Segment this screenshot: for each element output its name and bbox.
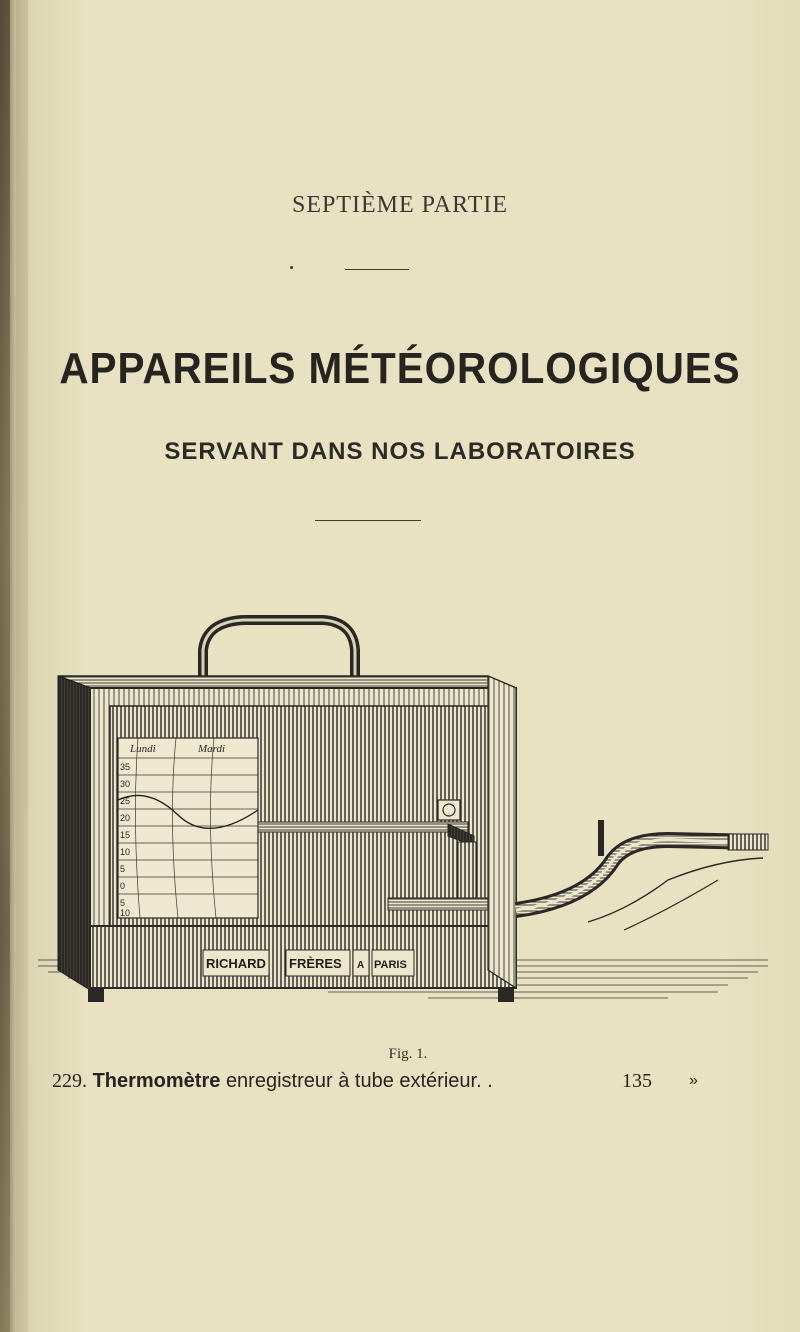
maker-plate-word-4: PARIS [374, 959, 407, 971]
ornament-dot [290, 266, 293, 269]
chart-day-label-1: Lundi [130, 743, 156, 755]
scale-tick: 0 [120, 881, 126, 891]
chart-day-label-2: Mardi [198, 743, 226, 755]
recording-drum-chart [118, 738, 258, 918]
case-right-side [488, 676, 516, 988]
case-foot [88, 988, 104, 1002]
scale-tick: 20 [120, 813, 131, 823]
entry-number: 229. [52, 1070, 87, 1092]
scale-tick: 10 [120, 847, 131, 857]
separator-rule-2 [315, 520, 421, 521]
case-left-side [58, 676, 90, 990]
entry-page-number: 135 [622, 1070, 652, 1092]
scale-tick: 15 [120, 830, 131, 840]
scale-tick: 10 [120, 908, 131, 918]
entry-mark: » [689, 1072, 698, 1089]
scale-tick: 30 [120, 779, 131, 789]
figure-caption: Fig. 1. [388, 1046, 428, 1062]
scale-tick: 35 [120, 762, 131, 772]
subtitle: SERVANT DANS NOS LABORATOIRES [164, 438, 636, 465]
maker-plate-word-1: RICHARD [206, 956, 266, 971]
external-tube [516, 820, 768, 930]
maker-plate-word-2: FRÈRES [289, 956, 342, 971]
separator-rule [345, 269, 409, 270]
case-lid [58, 676, 516, 688]
carrying-handle [203, 620, 355, 680]
maker-plate-word-3: A [357, 960, 365, 971]
entry-title: Thermomètre [92, 1070, 221, 1092]
main-title: APPAREILS MÉTÉOROLOGIQUES [59, 344, 741, 393]
case-foot [498, 988, 514, 1002]
scale-tick: 25 [120, 796, 131, 806]
index-entry [52, 1070, 772, 1093]
scale-tick: 5 [120, 864, 126, 874]
maker-plate [203, 950, 414, 976]
scale-tick: 5 [120, 898, 126, 908]
entry-description: enregistreur à tube extérieur. . [225, 1070, 493, 1092]
section-heading: SEPTIÈME PARTIE [291, 192, 509, 218]
thermograph-illustration [28, 610, 774, 1050]
